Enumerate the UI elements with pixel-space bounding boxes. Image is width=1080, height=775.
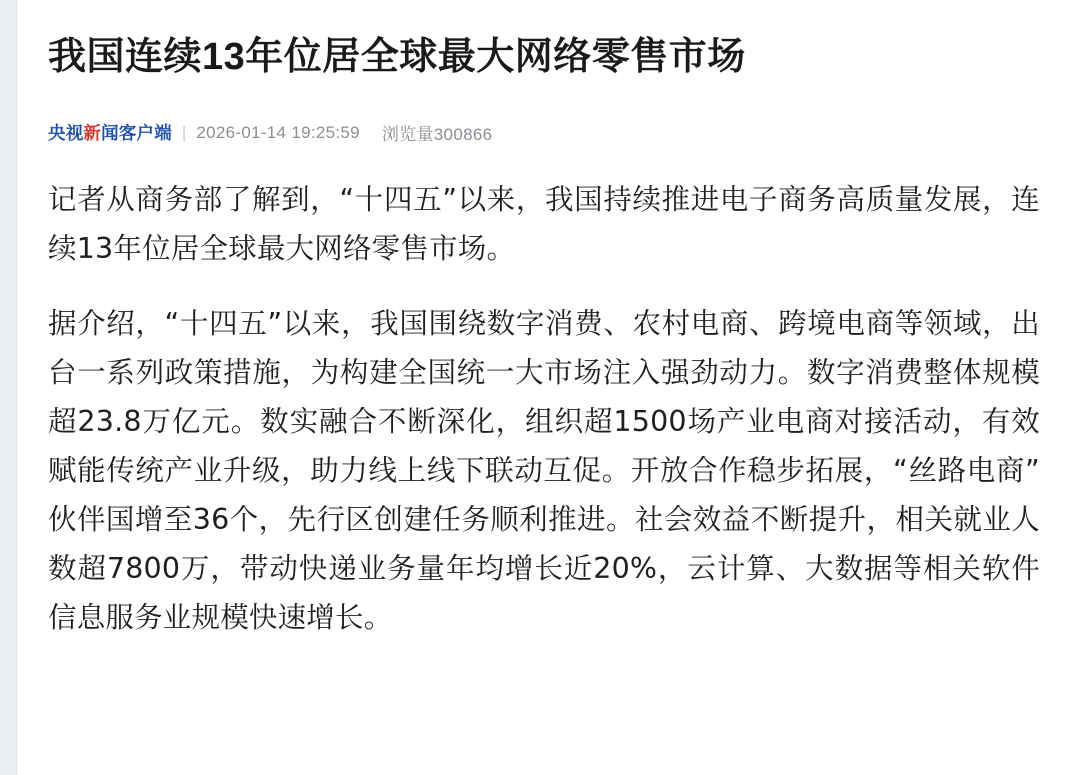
page-title: 我国连续13年位居全球最大网络零售市场 xyxy=(48,36,746,78)
article-body xyxy=(48,175,1040,642)
article-paragraph: 据介绍，“十四五”以来，我国围绕数字消费、农村电商、跨境电商等领域，出台一系列政策措施，为构建全国统一大市场注入强劲动力。数字消费整体规模超23.8万亿元。数实融合不断深化，组织超1500场产业电商对接活动，有效赋能传统产业升级，助力线上线下联动互促。开放合作稳步拓展，“丝路电商”伙伴国增至36个，先行区创建任务顺利推进。社会效益不断提升，相关就业人数超7800万，带动快递业务量年均增长近20%，云计算、大数据等相关软件信息服务业规模快速增长。 xyxy=(48,307,1040,635)
source-name[interactable] xyxy=(48,120,172,145)
article-paragraph: 记者从商务部了解到，“十四五”以来，我国持续推进电子商务高质量发展，连续13年位居全球最大网络零售市场。 xyxy=(48,183,1040,266)
article-meta xyxy=(48,120,1040,145)
source-name-part3: 闻客户端 xyxy=(101,123,172,144)
left-gutter xyxy=(0,0,17,775)
view-count: 浏览量300866 xyxy=(381,125,493,145)
article-container xyxy=(40,0,1040,642)
publish-timestamp: 2026-01-14 19:25:59 xyxy=(196,122,360,142)
meta-divider: | xyxy=(181,122,187,142)
source-name-part1: 央视 xyxy=(48,123,84,144)
source-name-part2: 新 xyxy=(83,123,102,144)
